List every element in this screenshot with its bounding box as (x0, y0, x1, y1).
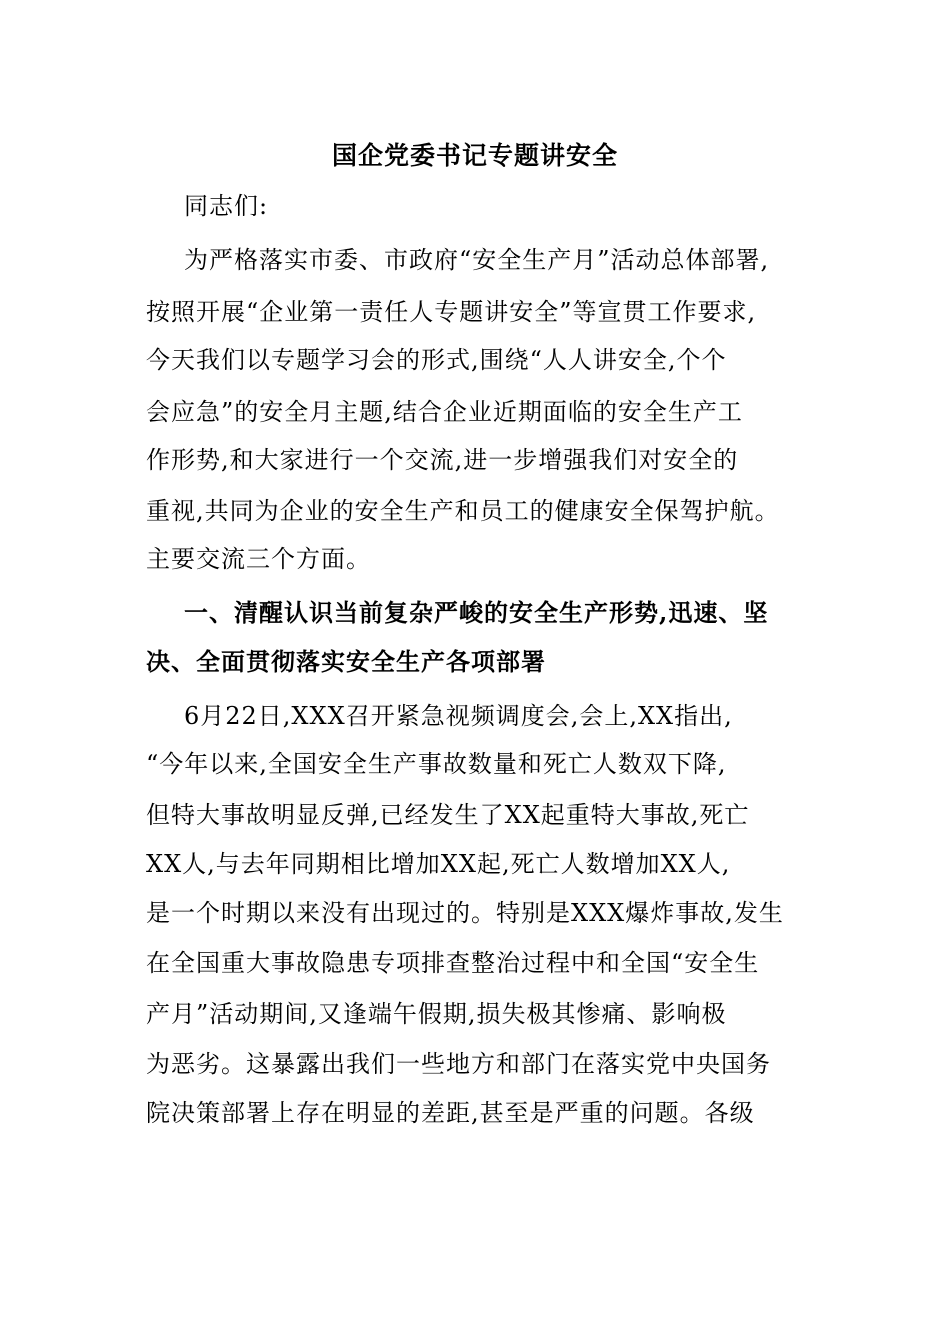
section-heading-line: 一、清醒认识当前复杂严峻的安全生产形势,迅速、坚 (184, 598, 769, 627)
paragraph-line: 但特大事故明显反弹,已经发生了XX起重特大事故,死亡 (146, 801, 750, 829)
paragraph-line: 会应急”的安全月主题,结合企业近期面临的安全生产工 (146, 398, 743, 426)
paragraph-line: 今天我们以专题学习会的形式,围绕“人人讲安全,个个 (146, 346, 727, 374)
paragraph-line: 在全国重大事故隐患专项排查整治过程中和全国“安全生 (146, 949, 760, 977)
paragraph-line: 院决策部署上存在明显的差距,甚至是严重的问题。各级 (146, 1099, 755, 1127)
paragraph-line: 是一个时期以来没有出现过的。特别是XXX爆炸事故,发生 (146, 899, 784, 927)
paragraph-line: 6月22日,XXX召开紧急视频调度会,会上,XX指出, (184, 702, 733, 730)
paragraph-line: 主要交流三个方面。 (146, 545, 371, 573)
paragraph-line: 产月”活动期间,又逢端午假期,损失极其惨痛、影响极 (146, 1000, 727, 1028)
paragraph-line: 为恶劣。这暴露出我们一些地方和部门在落实党中央国务 (146, 1050, 771, 1078)
section-heading-line: 决、全面贯彻落实安全生产各项部署 (146, 647, 546, 676)
paragraph-line: 重视,共同为企业的安全生产和员工的健康安全保驾护航。 (146, 497, 780, 525)
salutation: 同志们: (184, 192, 269, 220)
paragraph-line: XX人,与去年同期相比增加XX起,死亡人数增加XX人, (146, 850, 731, 878)
paragraph-line: 作形势,和大家进行一个交流,进一步增强我们对安全的 (146, 446, 739, 474)
paragraph-line: 为严格落实市委、市政府“安全生产月”活动总体部署, (184, 246, 770, 274)
paragraph-line: “今年以来,全国安全生产事故数量和死亡人数双下降, (146, 750, 727, 778)
paragraph-line: 按照开展“企业第一责任人专题讲安全”等宣贯工作要求, (146, 298, 757, 326)
document-title: 国企党委书记专题讲安全 (331, 141, 618, 170)
